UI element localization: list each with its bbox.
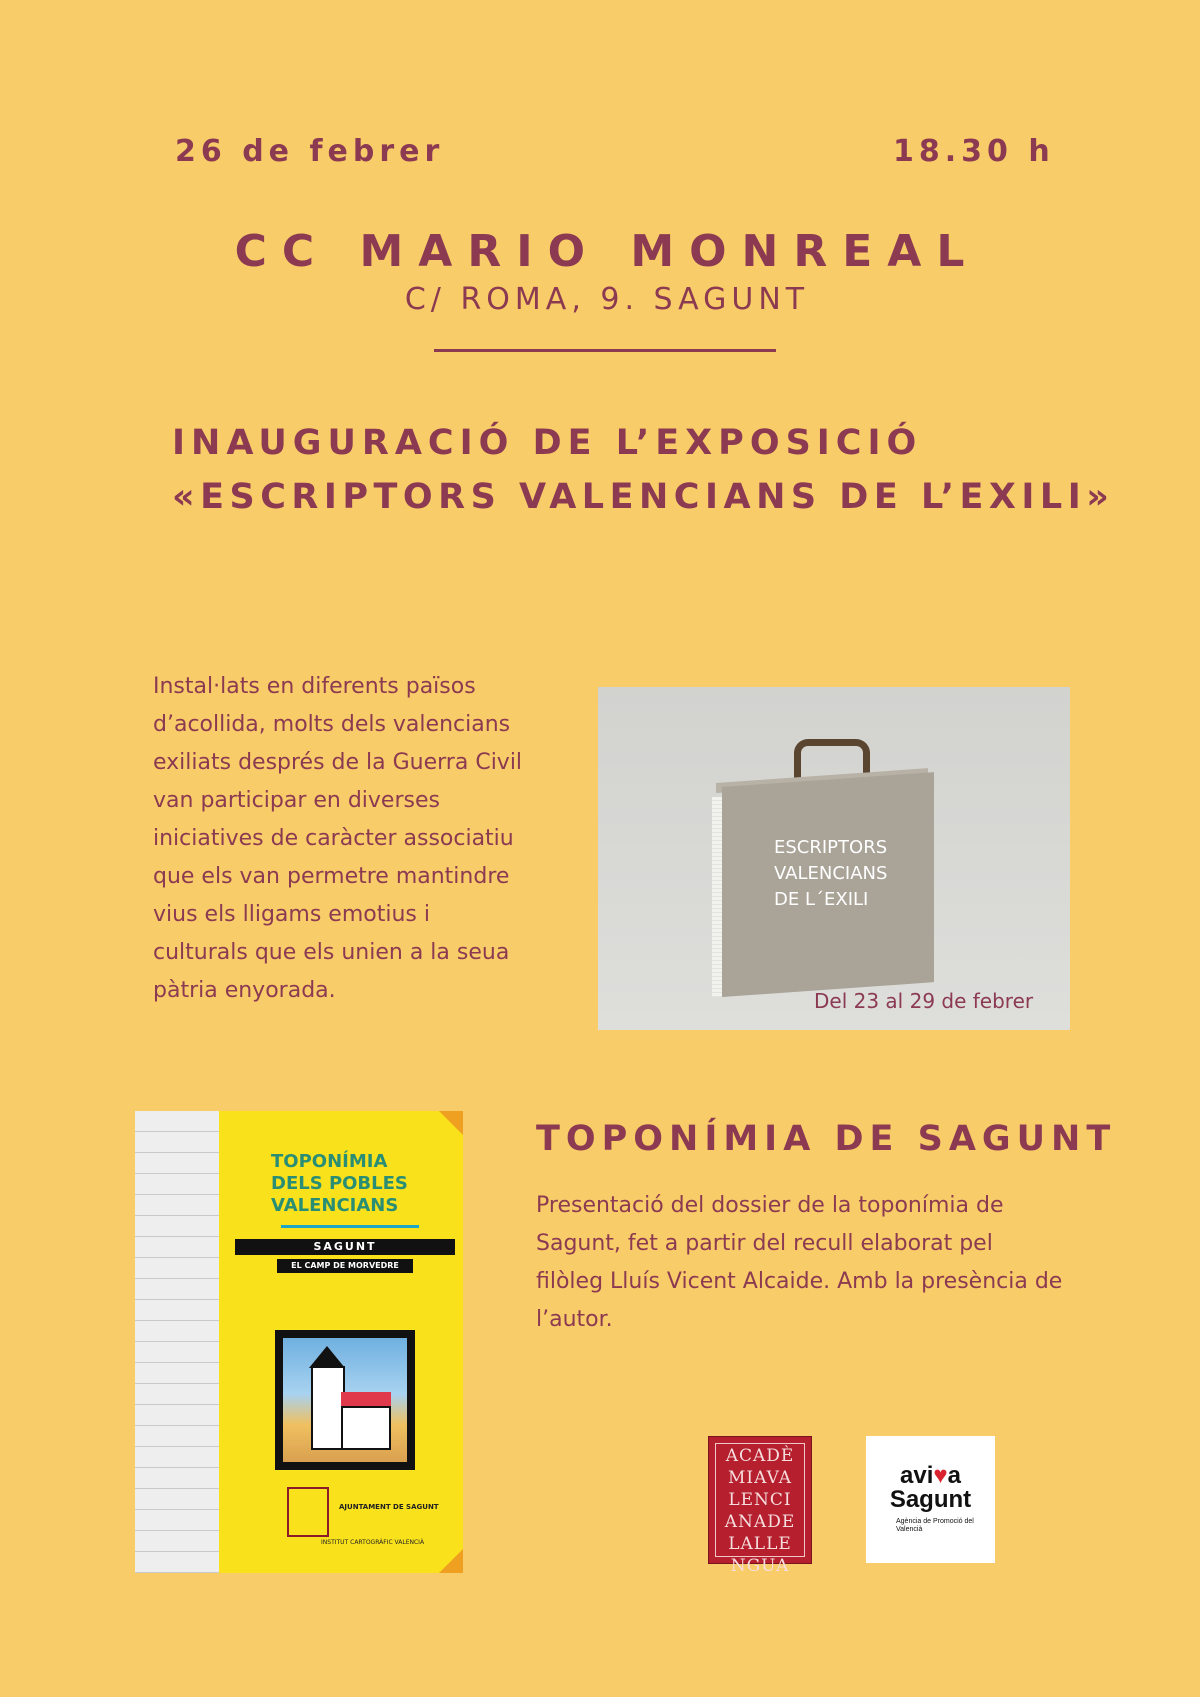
exhibition-headline-line2: «ESCRIPTORS VALENCIANS DE L’EXILI» [172,477,1115,517]
book-band: SAGUNT [235,1239,455,1255]
book-corner [439,1549,463,1573]
toponimia-description: Presentació del dossier de la toponímia de Sagunt, fet a partir del recull elaborat pel filòleg Lluís Vicent Alcaide. Amb la presència de l’autor. [536,1193,1063,1332]
book-rule [281,1225,419,1228]
book-icv-logo: INSTITUT CARTOGRÀFIC VALENCIÀ [321,1539,425,1546]
book-ajuntament-logo: AJUNTAMENT DE SAGUNT [339,1503,439,1511]
exhibition-description: Instal·lats en diferents països d’acollida, molts dels valencians exiliats després de la Guerra Civil van participar en diverses iniciatives de caràcter associatiu que els van permetre mantindre vius els lligams emotius i culturals que els unien a la seua pàtria enyorada. [153,674,523,1003]
avl-logo-line: ACADÈ [725,1446,795,1466]
event-date: 26 de febrer [175,134,445,169]
book-title-line3: VALENCIANS [271,1195,399,1216]
book-cover [135,1111,463,1573]
book-corner [439,1111,463,1135]
avl-logo-line: LENCI [728,1490,792,1510]
aviva-logo-text [866,1464,995,1512]
exhibition-dates: Del 23 al 29 de febrer [814,989,1034,1013]
event-time: 18.30 h [893,134,1055,169]
book-title-line1: TOPONÍMIA [271,1151,388,1172]
aviva-subtitle: Agència de Promoció del Valencià [896,1518,974,1533]
avl-logo [708,1436,812,1576]
avl-logo-line: NGUA [730,1556,790,1576]
book-title [271,1151,408,1217]
briefcase-title-line3: DE L´EXILI [774,889,869,910]
briefcase-title [774,835,887,913]
book-spine [135,1111,219,1573]
avl-logo-text [715,1443,805,1576]
exhibition-photo [598,687,1070,1030]
book-subband: EL CAMP DE MORVEDRE [277,1259,413,1273]
church-illustration-icon [275,1330,415,1470]
exhibition-headline-line1: INAUGURACIÓ DE L’EXPOSICIÓ [172,423,923,463]
divider [434,349,776,352]
briefcase-pages [712,797,722,997]
aviva-text-pre: avi [900,1462,934,1489]
avl-logo-line: LALLE [728,1534,792,1554]
briefcase-title-line2: VALENCIANS [774,863,888,884]
aviva-text-post: a [947,1462,961,1489]
heart-icon: ♥ [933,1462,948,1489]
venue-address: C/ ROMA, 9. SAGUNT [404,282,810,317]
aviva-city: Sagunt [889,1486,972,1513]
aviva-sagunt-logo [866,1436,995,1563]
avl-logo-line: MIAVA [728,1468,792,1488]
book-title-line2: DELS POBLES [271,1173,408,1194]
toponimia-title: TOPONÍMIA DE SAGUNT [536,1119,1117,1159]
venue-name: CC MARIO MONREAL [234,226,980,277]
avl-logo-line: ANADE [724,1512,796,1532]
briefcase-title-line1: ESCRIPTORS [774,837,888,858]
book-avl-logo [287,1487,329,1537]
